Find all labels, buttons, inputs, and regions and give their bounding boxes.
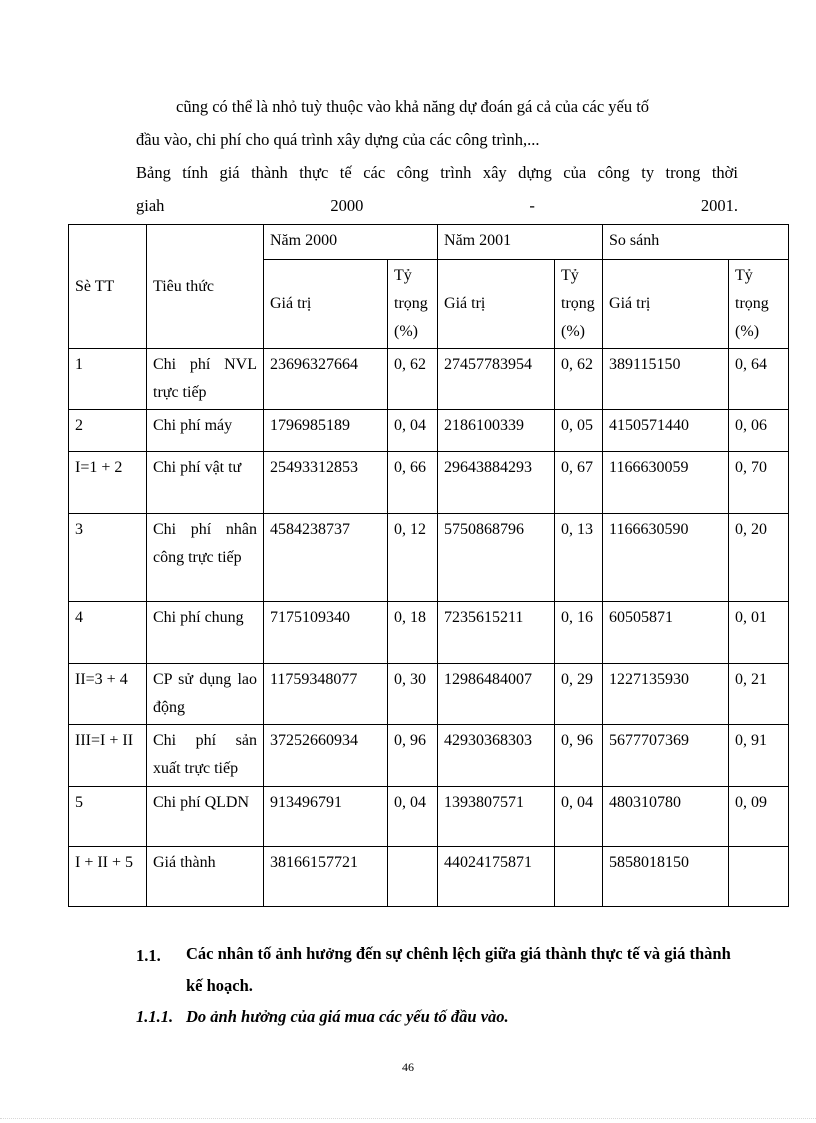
row-value-2000: 11759348077 xyxy=(264,664,388,725)
row-value-2001: 42930368303 xyxy=(438,725,555,787)
header-ratio: Tỷ trọng (%) xyxy=(388,260,438,349)
row-ratio-2001: 0, 05 xyxy=(555,410,603,452)
row-value-compare: 1166630590 xyxy=(603,514,729,602)
row-value-2001: 7235615211 xyxy=(438,602,555,664)
row-ratio-2001: 0, 67 xyxy=(555,452,603,514)
row-ratio-2001: 0, 13 xyxy=(555,514,603,602)
header-year-2000: Năm 2000 xyxy=(264,225,438,260)
row-stt: 1 xyxy=(69,349,147,410)
header-comparison: So sánh xyxy=(603,225,789,260)
table-row xyxy=(69,725,789,787)
row-value-2000: 38166157721 xyxy=(264,847,388,907)
row-ratio-2000: 0, 18 xyxy=(388,602,438,664)
header-row-1 xyxy=(69,225,789,260)
row-tieu-thuc: Chi phí chung xyxy=(147,602,264,664)
header-tieu-thuc: Tiêu thức xyxy=(147,225,264,349)
subsection-heading xyxy=(136,1003,509,1031)
row-ratio-compare: 0, 01 xyxy=(729,602,789,664)
row-ratio-2000: 0, 12 xyxy=(388,514,438,602)
year-end: 2001. xyxy=(700,196,738,215)
row-tieu-thuc: Chi phí máy xyxy=(147,410,264,452)
row-ratio-2000: 0, 96 xyxy=(388,725,438,787)
row-ratio-compare: 0, 20 xyxy=(729,514,789,602)
row-value-2001: 5750868796 xyxy=(438,514,555,602)
header-ratio: Tỷ trọng (%) xyxy=(729,260,789,349)
word-giah: giah xyxy=(136,196,165,215)
row-ratio-compare xyxy=(729,847,789,907)
row-tieu-thuc: Giá thành xyxy=(147,847,264,907)
row-ratio-compare: 0, 91 xyxy=(729,725,789,787)
row-value-compare: 1166630059 xyxy=(603,452,729,514)
section-title: Các nhân tố ảnh hưởng đến sự chênh lệch giữa giá thành thực tế và giá thành kế hoạch. xyxy=(186,944,731,995)
table-row xyxy=(69,602,789,664)
header-ratio: Tỷ trọng (%) xyxy=(555,260,603,349)
row-stt: II=3 + 4 xyxy=(69,664,147,725)
row-ratio-2000: 0, 62 xyxy=(388,349,438,410)
intro-paragraph xyxy=(136,90,738,156)
row-tieu-thuc: Chi phí vật tư xyxy=(147,452,264,514)
row-value-2000: 23696327664 xyxy=(264,349,388,410)
page-number: 46 xyxy=(402,1060,414,1074)
row-ratio-compare: 0, 70 xyxy=(729,452,789,514)
row-value-compare: 389115150 xyxy=(603,349,729,410)
row-value-2000: 7175109340 xyxy=(264,602,388,664)
row-ratio-2000: 0, 04 xyxy=(388,787,438,847)
row-ratio-2000 xyxy=(388,847,438,907)
row-ratio-2001: 0, 62 xyxy=(555,349,603,410)
row-ratio-2001: 0, 04 xyxy=(555,787,603,847)
table-row xyxy=(69,787,789,847)
row-value-compare: 5677707369 xyxy=(603,725,729,787)
row-value-2001: 12986484007 xyxy=(438,664,555,725)
row-stt: 5 xyxy=(69,787,147,847)
table-row xyxy=(69,349,789,410)
row-stt: 4 xyxy=(69,602,147,664)
row-tieu-thuc: Chi phí QLDN xyxy=(147,787,264,847)
row-ratio-2001 xyxy=(555,847,603,907)
table-intro-line: Bảng tính giá thành thực tế các công trình xây dựng của công ty trong thời xyxy=(136,163,738,182)
row-value-compare: 60505871 xyxy=(603,602,729,664)
row-stt: 2 xyxy=(69,410,147,452)
table-intro-paragraph xyxy=(136,156,738,222)
row-value-2000: 913496791 xyxy=(264,787,388,847)
dash: - xyxy=(529,196,535,215)
row-stt: 3 xyxy=(69,514,147,602)
row-stt: III=I + II xyxy=(69,725,147,787)
row-stt: I=1 + 2 xyxy=(69,452,147,514)
row-value-2001: 2186100339 xyxy=(438,410,555,452)
table-intro-last-line xyxy=(136,189,738,222)
row-ratio-2000: 0, 66 xyxy=(388,452,438,514)
row-value-compare: 5858018150 xyxy=(603,847,729,907)
row-value-2000: 4584238737 xyxy=(264,514,388,602)
row-tieu-thuc: CP sử dụng lao động xyxy=(147,664,264,725)
row-value-2001: 1393807571 xyxy=(438,787,555,847)
row-ratio-2000: 0, 30 xyxy=(388,664,438,725)
row-value-compare: 4150571440 xyxy=(603,410,729,452)
row-ratio-compare: 0, 64 xyxy=(729,349,789,410)
header-value: Giá trị xyxy=(438,260,555,349)
row-value-2001: 44024175871 xyxy=(438,847,555,907)
row-value-compare: 480310780 xyxy=(603,787,729,847)
row-ratio-2001: 0, 96 xyxy=(555,725,603,787)
header-value: Giá trị xyxy=(603,260,729,349)
row-ratio-compare: 0, 09 xyxy=(729,787,789,847)
year-start: 2000 xyxy=(330,196,364,215)
intro-line-1: cũng có thể là nhỏ tuỳ thuộc vào khả năng dự đoán gá cả của các yếu tố xyxy=(176,97,650,116)
row-tieu-thuc: Chi phí nhân công trực tiếp xyxy=(147,514,264,602)
subsection-title: Do ảnh hưởng của giá mua các yếu tố đầu vào. xyxy=(186,1007,509,1026)
row-value-compare: 1227135930 xyxy=(603,664,729,725)
table-row xyxy=(69,410,789,452)
row-tieu-thuc: Chi phí sản xuất trực tiếp xyxy=(147,725,264,787)
row-stt: I + II + 5 xyxy=(69,847,147,907)
row-value-2000: 25493312853 xyxy=(264,452,388,514)
table-row xyxy=(69,452,789,514)
section-number: 1.1. xyxy=(136,946,161,965)
row-ratio-2000: 0, 04 xyxy=(388,410,438,452)
row-value-2000: 37252660934 xyxy=(264,725,388,787)
row-ratio-2001: 0, 29 xyxy=(555,664,603,725)
table-row xyxy=(69,514,789,602)
footer-divider xyxy=(0,1118,816,1119)
cost-table xyxy=(68,224,789,907)
row-ratio-compare: 0, 06 xyxy=(729,410,789,452)
header-year-2001: Năm 2001 xyxy=(438,225,603,260)
table-row xyxy=(69,847,789,907)
header-stt: Sè TT xyxy=(69,225,147,349)
table-row xyxy=(69,664,789,725)
row-ratio-compare: 0, 21 xyxy=(729,664,789,725)
row-value-2001: 29643884293 xyxy=(438,452,555,514)
header-value: Giá trị xyxy=(264,260,388,349)
row-value-2000: 1796985189 xyxy=(264,410,388,452)
row-value-2001: 27457783954 xyxy=(438,349,555,410)
subsection-number: 1.1.1. xyxy=(136,1007,174,1026)
intro-line-2: đầu vào, chi phí cho quá trình xây dựng của các công trình,... xyxy=(136,130,540,149)
row-tieu-thuc: Chi phí NVL trực tiếp xyxy=(147,349,264,410)
row-ratio-2001: 0, 16 xyxy=(555,602,603,664)
section-heading xyxy=(136,938,746,1002)
